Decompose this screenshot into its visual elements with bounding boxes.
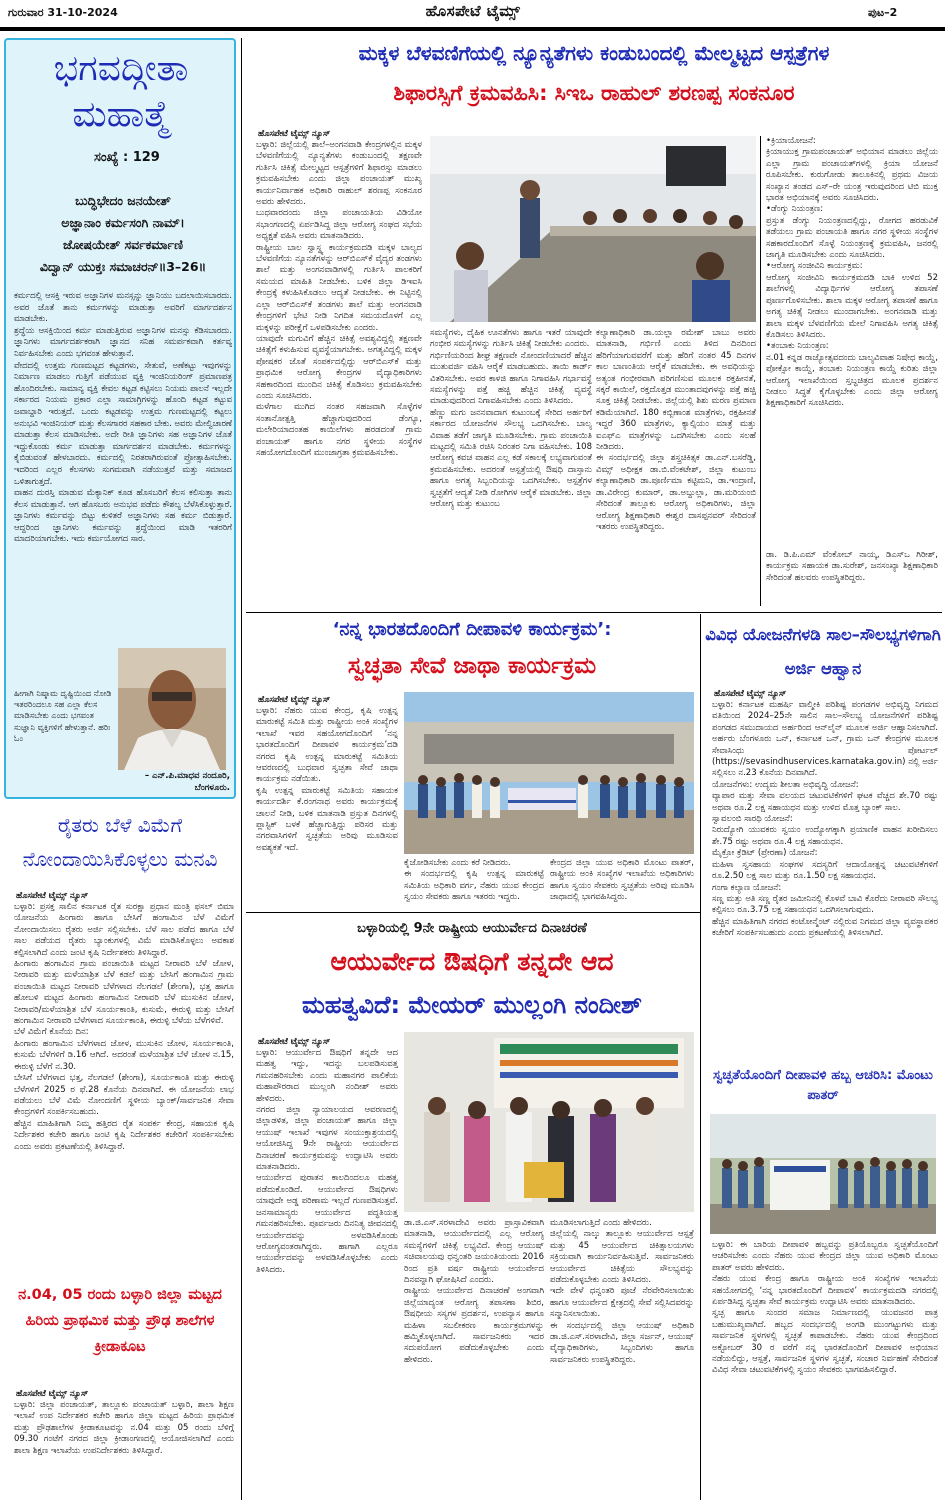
loans-headline: ವಿವಿಧ ಯೋಜನೆಗಳಡಿ ಸಾಲ–ಸೌಲಭ್ಯಗಳಿಗಾಗಿ ಅರ್ಜಿ ಆಹ್ವಾನ [705, 625, 941, 678]
mid-rule [246, 612, 942, 613]
diwali-body-column-2: ಕೈಜೋಡಿಸಬೇಕು ಎಂದು ಕರೆ ನೀಡಿದರು. ಈ ಸಂದರ್ಭದಲ್ಲಿ ಕೃಷಿ ಉತ್ಪನ್ನ ಮಾರುಕಟ್ಟೆ ಸಮಿತಿಯ ಅಧಿಕಾರಿ ವರ್ಗ, ನೆಹರು ಯುವ ಕೇಂದ್ರದ ಸ್ವಯಂ ಸೇವಕರು ಹಾಗೂ ಇತರರು ಇದ್ದರು. [404, 858, 544, 903]
gita-title: ಭಗವದ್ಗೀತಾ ಮಹಾತ್ಮೆ [53, 48, 189, 135]
lead-sidebar-end: ಡಾ. ಡಿ.ಪಿ.ಎಮ್ ವೆಂಕೋಬ್ ನಾಯ್ಕ, ಡಿಎಸ್ಒ ಗಿರೀಶ್, ಕಾರ್ಯಕ್ರಮ ಸಹಾಯಕ ಡಾ.ಸುರೇಶ್, ಜನಸಂಖ್ಯಾ ಶಿಕ್ಷಣಾಧಿಕಾರಿ ಸೇರಿದಂತೆ ಹಲವರು ಉಪಸ್ಥಿತರಿದ್ದರು. [766, 550, 938, 583]
ayurveda-body-column-1: ಬಳ್ಳಾರಿ: ಆಯುರ್ವೇದ ಔಷಧಿಗೆ ತನ್ನದೇ ಆದ ಮಹತ್ವ ಇದ್ದು, ಇದನ್ನು ಬಲಪಡಿಸುವತ್ತ ಗಮನಹರಿಸಬೇಕು ಎಂದು ಮಹಾನಗರ ಪಾಲಿಕೆಯ ಮಹಾಪೌರರಾದ ಮುಲ್ಲಂಗಿ ನಂದೀಶ್ ಅವರು ಹೇಳಿದರು. ನಗರದ ಜಿಲ್ಲಾ ನ್ಯಾಯಾಲಯದ ಆವರಣದಲ್ಲಿ ಜಿಲ್ಲಾಡಳಿತ, ಜಿಲ್ಲಾ ಪಂಚಾಯತ್ ಹಾಗೂ ಜಿಲ್ಲಾ ಆಯುಷ್ ಇಲಾಖೆ ಇವುಗಳ ಸಂಯುಕ್ತಾಶ್ರಯದಲ್ಲಿ ಆಯೋಜಿಸಿದ್ದ 9ನೇ ರಾಷ್ಟ್ರೀಯ ಆಯುರ್ವೇದ ದಿನಾಚರಣೆ ಕಾರ್ಯಕ್ರಮವನ್ನು ಉದ್ಘಾಟಿಸಿ ಅವರು ಮಾತನಾಡಿದರು. ಆಯುರ್ವೇದ ಪುರಾತನ ಕಾಲದಿಂದಲೂ ಮಹತ್ವ ಪಡೆದುಕೊಂಡಿದೆ. ಆಯುರ್ವೇದ ಔಷಧಿಗಳು ಯಾವುದೇ ಅಡ್ಡ ಪರಿಣಾಮ ಇಲ್ಲದೆ ಗುಣಪಡಿಸುತ್ತವೆ. ಜನಸಾಮಾನ್ಯರು ಆಯುರ್ವೇದ ಪದ್ಧತಿಯತ್ತ ಗಮನಹರಿಸಬೇಕು. ಪೂರ್ವಜರು ದಿನನಿತ್ಯ ಜೀವನದಲ್ಲಿ ಆಯುರ್ವೇದವನ್ನು ಅಳವಡಿಸಿಕೊಂಡು ಆರೋಗ್ಯವಂತರಾಗಿದ್ದರು. ಹಾಗಾಗಿ ಎಲ್ಲರೂ ಆಯುರ್ವೇದವನ್ನು ಅಳವಡಿಸಿಕೊಳ್ಳಬೇಕು ಎಂದು ತಿಳಿಸಿದರು. [256, 1048, 398, 1275]
diwali-headline-2: ಸ್ವಚ್ಛತಾ ಸೇವೆ ಜಾಥಾ ಕಾರ್ಯಕ್ರಮ [347, 653, 597, 679]
page-header [0, 0, 945, 24]
ayurveda-headline-1: ಆಯುರ್ವೇದ ಔಷಧಿಗೆ ತನ್ನದೇ ಆದ [330, 947, 614, 976]
sports-body: ಬಳ್ಳಾರಿ: ಜಿಲ್ಲಾ ಪಂಚಾಯತ್, ತಾಲ್ಲೂಕು ಪಂಚಾಯತ್ ಬಳ್ಳಾರಿ, ಶಾಲಾ ಶಿಕ್ಷಣ ಇಲಾಖೆ ಉಪ ನಿರ್ದೇಶಕರ ಕಚೇರಿ ಹಾಗೂ ಜಿಲ್ಲಾ ಮಟ್ಟದ ಹಿರಿಯ ಪ್ರಾಥಮಿಕ ಮತ್ತು ಪ್ರೌಢಶಾಲೆಗಳ ಕ್ರೀಡಾಕೂಟವನ್ನು ನ.04 ಮತ್ತು 05 ರಂದು ಬೆಳಿಗ್ಗೆ 09.30 ಗಂಟೆಗೆ ನಗರದ ಜಿಲ್ಲಾ ಕ್ರೀಡಾಂಗಣದಲ್ಲಿ ಆಯೋಜಿಸಲಾಗಿದೆ ಎಂದು ಶಾಲಾ ಶಿಕ್ಷಣ ಇಲಾಖೆಯ ಉಪನಿರ್ದೇಶಕರು ತಿಳಿಸಿದ್ದಾರೆ. [14, 1400, 234, 1456]
loans-article [704, 614, 942, 1062]
ayurveda-dateline: ಹೊಸಪೇಟೆ ಟೈಮ್ಸ್ ನ್ಯೂಸ್ [258, 1036, 331, 1046]
gita-body: ಕರ್ಮದಲ್ಲಿ ಆಸಕ್ತಿ ಇರುವ ಅಜ್ಞಾನಿಗಳ ಮನಸ್ಸನ್ನು ಜ್ಞಾನಿಯು ಬದಲಾಯಿಸಬಾರದು. ಅವರ ಜೊತೆ ತಾನು ಕರ್ಮಗಳನ್ನು ಮಾಡುತ್ತಾ ಅವರಿಗೆ ಮಾರ್ಗದರ್ಶನ ಮಾಡಬೇಕು. ಶ್ರದ್ಧೆಯ ಆಸಕ್ತಿಯಿಂದ ಕರ್ಮ ಮಾಡುತ್ತಿರುವ ಅಜ್ಞಾನಿಗಳ ಮನಸ್ಸು ಕೆಡಿಸಬಾರದು. ಜ್ಞಾನಿಗಳು ಮಾರ್ಗದರ್ಶಕರಾಗಿ ಜ್ಞಾನದ ಸನಿಹ ಸಮರ್ಪಕವಾಗಿ ಕರ್ತವ್ಯ ನಿರ್ವಹಿಸಬೇಕು ಎಂದು ಭಗವಂತ ಹೇಳುತ್ತಾನೆ. ವೇದದಲ್ಲಿ ಉತ್ತಮ ಗುಣಮಟ್ಟದ ಕಟ್ಟಡಗಳು, ಸೇತುವೆ, ಅಣೆಕಟ್ಟು ಇವುಗಳನ್ನು ನಿರ್ಮಾಣ ಮಾಡಲು ಗುತ್ತಿಗೆ ಪಡೆಯುವ ವ್ಯಕ್ತಿ ಇಂಜಿನಿಯರಿಂಗ್ ಪ್ರಮಾಣಪತ್ರ ಹೊಂದಿರಬೇಕು. ಸಾಮಾನ್ಯ ವ್ಯಕ್ತಿ ಕೇವಲ ಕಟ್ಟಡ ಕಟ್ಟಿಸಲು ನಿಯಮ ಪಾಲನೆ ಇಲ್ಲದೇ ಸರ್ಕಾರದ ನಿಯಮ ಪ್ರಕಾರ ಎಲ್ಲಾ ಸಾಮಾಗ್ರಿಗಳನ್ನು ಹೊಂದಿ ಕಟ್ಟಡ ಕಟ್ಟುವ ಜವಾಬ್ದಾರಿ ಇರುತ್ತದೆ. ಒಂದು ಕಟ್ಟಡವನ್ನು ಉತ್ತಮ ಗುಣಮಟ್ಟದಲ್ಲಿ ಕಟ್ಟಲು ಅನುಭವಿ ಇಂಜಿನಿಯರ್ ಮತ್ತು ಕೆಲಸಗಾರರ ಸಹಕಾರ ಬೇಕು. ಅವರು ಮೇಲ್ವಿಚಾರಣೆ ಮಾಡುತ್ತಾ ಕೆಲಸ ಮಾಡಿಸಬೇಕು. ಅದೇ ರೀತಿ ಜ್ಞಾನಿಗಳು ಸಹ ಅಜ್ಞಾನಿಗಳ ಜೊತೆ ಇದ್ದುಕೊಂಡು ಕರ್ಮ ಮಾಡುತ್ತಾ ಮಾರ್ಗದರ್ಶನ ಮಾಡಬೇಕು. ಕರ್ಮಗಳನ್ನು ಕೈಬಿಡುವಂತೆ ಹೇಳಬಾರದು. ಕರ್ಮದಲ್ಲಿ ನಿರತರಾಗಿರುವಂತೆ ಪ್ರೋತ್ಸಾಹಿಸಬೇಕು. ಇದರಿಂದ ಎಲ್ಲರ ಕೆಲಸಗಳು ಸುಗಮವಾಗಿ ನಡೆಯುತ್ತವೆ ಮತ್ತು ಸಮಾಜದ ಒಳಿತಾಗುತ್ತದೆ. ವಾಹನ ದುರಸ್ತಿ ಮಾಡುವ ಮೆಕ್ಯಾನಿಕ್ ಕೂಡ ಹೊಸಬರಿಗೆ ಕೆಲಸ ಕಲಿಸುತ್ತಾ ತಾನು ಕೆಲಸ ಮಾಡುತ್ತಾನೆ. ಆಗ ಹೊಸಬರು ಅನುಭವ ಪಡೆದು ಕೌಶಲ್ಯ ಬೆಳೆಸಿಕೊಳ್ಳುತ್ತಾರೆ. ಜ್ಞಾನಿಗಳು ಕರ್ಮವನ್ನು ಬಿಟ್ಟು ಕುಳಿತರೆ ಅಜ್ಞಾನಿಗಳು ಸಹ ಕರ್ಮ ಬಿಡುತ್ತಾರೆ. ಆದ್ದರಿಂದ ಜ್ಞಾನಿಗಳು ಕರ್ಮವನ್ನು ಶ್ರದ್ಧೆಯಿಂದ ಮಾಡಿ ಇತರರಿಗೆ ಮಾದರಿಯಾಗಬೇಕು. ಇದು ಕರ್ಮಯೋಗದ ಸಾರ. [14, 290, 232, 544]
ayurveda-body-column-2: ಡಾ.ಜಿ.ಎಸ್.ಸರಳಾದೇವಿ ಅವರು ಪ್ರಾಸ್ತಾವಿಕವಾಗಿ ಮಾತನಾಡಿ, ಆಯುರ್ವೇದದಲ್ಲಿ ಎಲ್ಲ ಆರೋಗ್ಯ ಸಮಸ್ಯೆಗಳಿಗೆ ಚಿಕಿತ್ಸೆ ಲಭ್ಯವಿದೆ. ಕೇಂದ್ರ ಆಯುಷ್ ಸಚಿವಾಲಯವು ಧನ್ವಂತರಿ ಜಯಂತಿಯಂದು 2016 ರಿಂದ ಪ್ರತಿ ವರ್ಷ ರಾಷ್ಟ್ರೀಯ ಆಯುರ್ವೇದ ದಿನವನ್ನಾಗಿ ಘೋಷಿಸಿದೆ ಎಂದರು. ರಾಷ್ಟ್ರೀಯ ಆಯುರ್ವೇದ ದಿನಾಚರಣೆ ಅಂಗವಾಗಿ ಜಿಲ್ಲೆಯಾದ್ಯಂತ ಆರೋಗ್ಯ ತಪಾಸಣಾ ಶಿಬಿರ, ಔಷಧೀಯ ಸಸ್ಯಗಳ ಪ್ರದರ್ಶನ, ಉಪನ್ಯಾಸ ಹಾಗೂ ಮಹಿಳಾ ಸಬಲೀಕರಣ ಕಾರ್ಯಕ್ರಮಗಳನ್ನು ಹಮ್ಮಿಕೊಳ್ಳಲಾಗಿದೆ. ಸಾರ್ವಜನಿಕರು ಇದರ ಸದುಪಯೋಗ ಪಡೆದುಕೊಳ್ಳಬೇಕು ಎಂದು ಹೇಳಿದರು. [404, 1218, 544, 1365]
lead-photo-meeting [430, 136, 756, 322]
loans-body: ಬಳ್ಳಾರಿ: ಕರ್ನಾಟಕ ಮಹರ್ಷಿ ವಾಲ್ಮೀಕಿ ಪರಿಶಿಷ್ಟ ಪಂಗಡಗಳ ಅಭಿವೃದ್ಧಿ ನಿಗಮದ ವತಿಯಿಂದ 2024–25ನೇ ಸಾಲಿನ ಸಾಲ–ಸೌಲಭ್ಯ ಯೋಜನೆಗಳಿಗೆ ಪರಿಶಿಷ್ಟ ಪಂಗಡದ ಸಮುದಾಯದ ಅರ್ಹರಿಂದ ಆನ್‌ಲೈನ್ ಮೂಲಕ ಅರ್ಜಿ ಆಹ್ವಾನಿಸಲಾಗಿದೆ. ಅರ್ಹರು ಬೆಂಗಳೂರು ಒನ್, ಕರ್ನಾಟಕ ಒನ್, ಗ್ರಾಮ ಒನ್ ಕೇಂದ್ರಗಳ ಮೂಲಕ ಸೇವಾಸಿಂಧು ಪೋರ್ಟಲ್ (https://sevasindhuservices.karnataka.gov.in) ನಲ್ಲಿ ಅರ್ಜಿ ಸಲ್ಲಿಸಲು ನ.23 ಕೊನೆಯ ದಿನವಾಗಿದೆ. ಯೋಜನೆಗಳು: ಉದ್ಯಮ ಶೀಲತಾ ಅಭಿವೃದ್ಧಿ ಯೋಜನೆ: ವ್ಯಾಪಾರ ಮತ್ತು ಸೇವಾ ವಲಯದ ಚಟುವಟಿಕೆಗಳಿಗೆ ಘಟಕ ವೆಚ್ಚದ ಶೇ.70 ರಷ್ಟು ಅಥವಾ ರೂ.2 ಲಕ್ಷ ಸಹಾಯಧನ ಮತ್ತು ಉಳಿದ ಮೊತ್ತ ಬ್ಯಾಂಕ್ ಸಾಲ. ಸ್ವಾವಲಂಬಿ ಸಾರಥಿ ಯೋಜನೆ: ನಿರುದ್ಯೋಗಿ ಯುವಕರು ಸ್ವಯಂ ಉದ್ಯೋಗಕ್ಕಾಗಿ ಪ್ರಯಾಣಿಕ ವಾಹನ ಖರೀದಿಸಲು ಶೇ.75 ರಷ್ಟು ಅಥವಾ ರೂ.4 ಲಕ್ಷ ಸಹಾಯಧನ. ಮೈಕ್ರೋ ಕ್ರೆಡಿಟ್ (ಪ್ರೇರಣಾ) ಯೋಜನೆ: ಮಹಿಳಾ ಸ್ವಸಹಾಯ ಸಂಘಗಳ ಸದಸ್ಯರಿಗೆ ಆದಾಯೋತ್ಪನ್ನ ಚಟುವಟಿಕೆಗಳಿಗೆ ರೂ.2.50 ಲಕ್ಷ ಸಾಲ ಮತ್ತು ರೂ.1.50 ಲಕ್ಷ ಸಹಾಯಧನ. ಗಂಗಾ ಕಲ್ಯಾಣ ಯೋಜನೆ: ಸಣ್ಣ ಮತ್ತು ಅತಿ ಸಣ್ಣ ರೈತರ ಜಮೀನಿನಲ್ಲಿ ಕೊಳವೆ ಬಾವಿ ಕೊರೆದು ನೀರಾವರಿ ಸೌಲಭ್ಯ ಕಲ್ಪಿಸಲು ರೂ.3.75 ಲಕ್ಷ ಸಹಾಯಧನ ಒದಗಿಸಲಾಗುವುದು. ಹೆಚ್ಚಿನ ಮಾಹಿತಿಗಾಗಿ ನಗರದ ಕಂಟೋನ್ಮೆಂಟ್ ನಲ್ಲಿರುವ ನಿಗಮದ ಜಿಲ್ಲಾ ವ್ಯವಸ್ಥಾಪಕರ ಕಚೇರಿಗೆ ಸಂಪರ್ಕಿಸಬಹುದು ಎಂದು ಪ್ರಕಟಣೆಯಲ್ಲಿ ತಿಳಿಸಲಾಗಿದೆ. [712, 700, 938, 939]
farmers-dateline: ಹೊಸಪೇಟೆ ಟೈಮ್ಸ್ ನ್ಯೂಸ್ [16, 890, 89, 900]
diwali-article [246, 614, 698, 910]
lead-dateline: ಹೊಸಪೇಟೆ ಟೈಮ್ಸ್ ನ್ಯೂಸ್ [258, 128, 331, 138]
sports-article [4, 1280, 236, 1500]
page-number: ಪುಟ–2 [868, 6, 898, 19]
lead-side-rule [760, 136, 761, 606]
diwali-body-column-1: ಬಳ್ಳಾರಿ: ನೆಹರು ಯುವ ಕೇಂದ್ರ, ಕೃಷಿ ಉತ್ಪನ್ನ ಮಾರುಕಟ್ಟೆ ಸಮಿತಿ ಮತ್ತು ರಾಷ್ಟ್ರೀಯ ಅಂಕಿ ಸಂಖ್ಯೆಗಳ ಇಲಾಖೆ ಇವರ ಸಹಯೋಗದೊಂದಿಗೆ ‘ನನ್ನ ಭಾರತದೊಂದಿಗೆ ದೀಪಾವಳಿ ಕಾರ್ಯಕ್ರಮ’ದಡಿ ನಗರದ ಕೃಷಿ ಉತ್ಪನ್ನ ಮಾರುಕಟ್ಟೆ ಸಮಿತಿಯ ಆವರಣದಲ್ಲಿ ಬುಧವಾರ ಸ್ವಚ್ಛತಾ ಸೇವೆ ಜಾಥಾ ಕಾರ್ಯಕ್ರಮ ನಡೆಯಿತು. ಕೃಷಿ ಉತ್ಪನ್ನ ಮಾರುಕಟ್ಟೆ ಸಮಿತಿಯ ಸಹಾಯಕ ಕಾರ್ಯದರ್ಶಿ ಕೆ.ರಂಗನಾಥ ಅವರು ಕಾರ್ಯಕ್ರಮಕ್ಕೆ ಚಾಲನೆ ನೀಡಿ, ಬಳಿಕ ಮಾತನಾಡಿ ಪ್ರಸ್ತುತ ದಿನಗಳಲ್ಲಿ ಪ್ಲಾಸ್ಟಿಕ್ ಬಳಕೆ ಹೆಚ್ಚಾಗುತ್ತಿದ್ದು ಪರಿಸರ ಮತ್ತು ನಗರವಾಸಿಗಳಿಗೆ ಸ್ವಚ್ಛತೆಯ ಅರಿವು ಮೂಡಿಸುವ ಅವಶ್ಯಕತೆ ಇದೆ. [256, 706, 398, 853]
clean-photo-group [710, 1114, 936, 1234]
lead-body-column-3: ಕಲ್ಯಾಣಾಧಿಕಾರಿ ಡಾ.ಯಲ್ಲಾ ರಮೇಶ್ ಬಾಬು ಅವರು ಮಾತನಾಡಿ, ಗರ್ಭಿಣಿ ಎಂದು ತಿಳಿದ ದಿನದಿಂದ ಹೆರಿಗೆಯಾಗುವವರೆಗೆ ಮತ್ತು ಹೆರಿಗೆ ನಂತರ 45 ದಿನಗಳ ಕಾಲ ಬಾಣಂತಿಯ ಆರೈಕೆ ಮಾಡಬೇಕು. ಈ ಅವಧಿಯನ್ನು ಅತ್ಯಂತ ಗಂಭೀರವಾಗಿ ಪರಿಗಣಿಸುವ ಮೂಲಕ ರಕ್ತಹೀನತೆ, ಸಕ್ಕರೆ ಕಾಯಿಲೆ, ರಕ್ತದೊತ್ತಡ ಮುಂತಾದವುಗಳನ್ನು ಪತ್ತೆ ಹಚ್ಚಿ ಸೂಕ್ತ ಚಿಕಿತ್ಸೆ ನೀಡಬೇಕು. ಜಿಲ್ಲೆಯಲ್ಲಿ ಶಿಶು ಮರಣ ಪ್ರಮಾಣ ಕಡಿಮೆಯಾಗಿದೆ. 180 ಕಬ್ಬಿಣಾಂಶ ಮಾತ್ರೆಗಳು, ರಕ್ತಹೀನತೆ ಇದ್ದರೆ 360 ಮಾತ್ರೆಗಳು, ಕ್ಯಾಲ್ಸಿಯಂ ಮಾತ್ರೆ ಮತ್ತು ಐಎಫ್ಎ ಮಾತ್ರೆಗಳನ್ನು ಒದಗಿಸಬೇಕು ಎಂದು ಸಲಹೆ ನೀಡಿದರು. ಈ ಸಂದರ್ಭದಲ್ಲಿ ಜಿಲ್ಲಾ ಶಸ್ತ್ರಚಿಕಿತ್ಸಕ ಡಾ.ಎನ್.ಬಸರೆಡ್ಡಿ, ವಿಮ್ಸ್ ಅಧೀಕ್ಷಕ ಡಾ.ಬಿ.ವೆಂಕಟೇಶ್, ಜಿಲ್ಲಾ ಕುಟುಂಬ ಕಲ್ಯಾಣಾಧಿಕಾರಿ ಡಾ.ಪೂರ್ಣಿಮಾ ಕಟ್ಟಿಮನಿ, ಡಾ.ಇಂದ್ರಾಣಿ, ಡಾ.ವಿರೇಂದ್ರ ಕುಮಾರ್, ಡಾ.ಅಬ್ದುಲ್ಲಾ, ಡಾ.ಮರಿಯಂಬಿ ಸೇರಿದಂತೆ ತಾಲ್ಲೂಕು ಆರೋಗ್ಯ ಅಧಿಕಾರಿಗಳು, ಜಿಲ್ಲಾ ಆರೋಗ್ಯ ಶಿಕ್ಷಣಾಧಿಕಾರಿ ಈಶ್ವರ ದಾಸಪ್ಪನವರ್ ಸೇರಿದಂತೆ ಇತರರು ಉಪಸ್ಥಿತರಿದ್ದರು. [596, 328, 756, 532]
farmers-body: ಬಳ್ಳಾರಿ: ಪ್ರಸಕ್ತ ಸಾಲಿನ ಕರ್ನಾಟಕ ರೈತ ಸುರಕ್ಷಾ ಪ್ರಧಾನ ಮಂತ್ರಿ ಫಸಲ್ ಬಿಮಾ ಯೋಜನೆಯ ಹಿಂಗಾರು ಹಾಗೂ ಬೇಸಿಗೆ ಹಂಗಾಮಿನ ಬೆಳೆ ವಿಮೆಗೆ ನೋಂದಾಯಿಸಲು ರೈತರು ಅರ್ಜಿ ಸಲ್ಲಿಸಬೇಕು. ಬೆಳೆ ಸಾಲ ಪಡೆದ ಹಾಗೂ ಬೆಳೆ ಸಾಲ ಪಡೆಯದ ರೈತರು ಬ್ಯಾಂಕುಗಳಲ್ಲಿ ವಿಮೆ ಮಾಡಿಸಿಕೊಳ್ಳಲು ಅವಕಾಶ ಕಲ್ಪಿಸಲಾಗಿದೆ ಎಂದು ಜಂಟಿ ಕೃಷಿ ನಿರ್ದೇಶಕರು ತಿಳಿಸಿದ್ದಾರೆ. ಹಿಂಗಾರು ಹಂಗಾಮಿನ ಗ್ರಾಮ ಪಂಚಾಯಿತಿ ಮಟ್ಟದ ನೀರಾವರಿ ಬೆಳೆ ಜೋಳ, ನೀರಾವರಿ ಮತ್ತು ಮಳೆಯಾಶ್ರಿತ ಬೆಳೆ ಕಡಲೆ ಮತ್ತು ಬೇಸಿಗೆ ಹಂಗಾಮಿನ ಗ್ರಾಮ ಪಂಚಾಯಿತಿ ಮಟ್ಟದ ನೀರಾವರಿ ಬೆಳೆಗಳಾದ ನೆಲಗಡಲೆ (ಶೇಂಗಾ), ಭತ್ತ ಹಾಗೂ ಹೋಬಳಿ ಮಟ್ಟದ ಹಿಂಗಾರು ಹಂಗಾಮಿನ ನೀರಾವರಿ ಬೆಳೆ ಮುಸುಕಿನ ಜೋಳ, ನೀರಾವರಿ/ಮಳೆಯಾಶ್ರಿತ ಬೆಳೆ ಸೂರ್ಯಕಾಂತಿ, ಕುಸುಮೆ, ಈರುಳ್ಳಿ ಮತ್ತು ಬೇಸಿಗೆ ಹಂಗಾಮಿನ ನೀರಾವರಿ ಬೆಳೆಗಳಾದ ಸೂರ್ಯಕಾಂತಿ, ಈರುಳ್ಳಿ ಬೆಳೆಯ ಬೆಳೆಗಳಿವೆ. ಬೆಳೆ ವಿಮೆಗೆ ಕೊನೆಯ ದಿನ: ಹಿಂಗಾರು ಹಂಗಾಮಿನ ಬೆಳೆಗಳಾದ ಜೋಳ, ಮುಸುಕಿನ ಜೋಳ, ಸೂರ್ಯಕಾಂತಿ, ಕುಸುಮೆ ಬೆಳೆಗಳಿಗೆ ಡಿ.16 ಆಗಿದೆ. ಅದರಂತೆ ಮಳೆಯಾಶ್ರಿತ ಬೆಳೆ ಜೋಳ ನ.15, ಈರುಳ್ಳಿ ಬೆಳೆಗೆ ನ.30. ಬೇಸಿಗೆ ಬೆಳೆಗಳಾದ ಭತ್ತ, ನೆಲಗಡಲೆ (ಶೇಂಗಾ), ಸೂರ್ಯಕಾಂತಿ ಮತ್ತು ಈರುಳ್ಳಿ ಬೆಳೆಗಳಿಗೆ 2025 ರ ಫೆ.28 ಕೊನೆಯ ದಿನವಾಗಿದೆ. ಈ ಯೋಜನೆಯ ಲಾಭ ಪಡೆಯಲು ಬೆಳೆ ವಿಮೆ ನೋಂದಣಿಗೆ ಸ್ಥಳೀಯ ಬ್ಯಾಂಕ್/ಸಾರ್ವಜನಿಕ ಸೇವಾ ಕೇಂದ್ರಗಳಿಗೆ ಸಂಪರ್ಕಿಸಬಹುದು. ಹೆಚ್ಚಿನ ಮಾಹಿತಿಗಾಗಿ ನಿಮ್ಮ ಹತ್ತಿರದ ರೈತ ಸಂಪರ್ಕ ಕೇಂದ್ರ, ಸಹಾಯಕ ಕೃಷಿ ನಿರ್ದೇಶಕರ ಕಚೇರಿ ಹಾಗೂ ಜಂಟಿ ಕೃಷಿ ನಿರ್ದೇಶಕರ ಕಚೇರಿಗೆ ಸಂಪರ್ಕಿಸಬೇಕು ಎಂದು ಅವರು ಪ್ರಕಟಣೆಯಲ್ಲಿ ತಿಳಿಸಿದ್ದಾರೆ. [14, 902, 234, 1152]
farmers-headline: ರೈತರು ಬೆಳೆ ವಿಮೆಗೆ ನೋಂದಾಯಿಸಿಕೊಳ್ಳಲು ಮನವಿ [22, 813, 218, 871]
lead-headline: ಮಕ್ಕಳ ಬೆಳವಣಿಗೆಯಲ್ಲಿ ನ್ಯೂನ್ಯತೆಗಳು ಕಂಡುಬಂದಲ್ಲಿ ಮೇಲ್ಮಟ್ಟದ ಆಸ್ಪತ್ರೆಗಳ [358, 41, 830, 65]
diwali-photo-rally [404, 692, 694, 854]
gita-shloka: ಬುದ್ಧಿಭೇದಂ ಜನಯೇತ್ ಅಜ್ಞಾನಾಂ ಕರ್ಮಸಂಗಿ ನಾಮ್। ಜೋಷಯೇತ್ ಸರ್ವಕರ್ಮಾಣಿ ವಿದ್ವಾನ್ ಯುಕ್ತಃ ಸಮಾಚರನ್॥3–26॥ [39, 193, 207, 274]
loans-dateline: ಹೊಸಪೇಟೆ ಟೈಮ್ಸ್ ನ್ಯೂಸ್ [714, 688, 787, 698]
clean-body: ಬಳ್ಳಾರಿ: ಈ ಬಾರಿಯ ದೀಪಾವಳಿ ಹಬ್ಬವನ್ನು ಪ್ರತಿಯೊಬ್ಬರೂ ಸ್ವಚ್ಛತೆಯೊಂದಿಗೆ ಆಚರಿಸಬೇಕು ಎಂದು ನೆಹರು ಯುವ ಕೇಂದ್ರದ ಜಿಲ್ಲಾ ಯುವ ಅಧಿಕಾರಿ ಮೊಂಟು ಪಾತರ್ ಅವರು ಹೇಳಿದರು. ನೆಹರು ಯುವ ಕೇಂದ್ರ ಹಾಗೂ ರಾಷ್ಟ್ರೀಯ ಅಂಕಿ ಸಂಖ್ಯೆಗಳ ಇಲಾಖೆಯ ಸಹಯೋಗದಲ್ಲಿ ‘ನನ್ನ ಭಾರತದೊಂದಿಗೆ ದೀಪಾವಳಿ’ ಕಾರ್ಯಕ್ರಮದಡಿ ನಗರದಲ್ಲಿ ಏರ್ಪಡಿಸಿದ್ದ ಸ್ವಚ್ಛತಾ ಸೇವೆ ಕಾರ್ಯಕ್ರಮ ಉದ್ಘಾಟಿಸಿ ಅವರು ಮಾತನಾಡಿದರು. ಸ್ವಚ್ಛ ಹಾಗೂ ಸುಂದರ ಸಮಾಜ ನಿರ್ಮಾಣದಲ್ಲಿ ಯುವಜನರ ಪಾತ್ರ ಬಹುಮುಖ್ಯವಾಗಿದೆ. ಹಬ್ಬದ ಸಂದರ್ಭದಲ್ಲಿ ಅಂಗಡಿ ಮುಂಗಟ್ಟುಗಳು ಮತ್ತು ಸಾರ್ವಜನಿಕ ಸ್ಥಳಗಳಲ್ಲಿ ಸ್ವಚ್ಛತೆ ಕಾಪಾಡಬೇಕು. ನೆಹರು ಯುವ ಕೇಂದ್ರದಿಂದ ಅಕ್ಟೋಬರ್ 30 ರ ವರೆಗೆ ನನ್ನ ಭಾರತದೊಂದಿಗೆ ದೀಪಾವಳಿ ಅಭಿಯಾನ ನಡೆಯಲಿದ್ದು, ಆಸ್ಪತ್ರೆ, ಸಾರ್ವಜನಿಕ ಸ್ಥಳಗಳ ಸ್ವಚ್ಛತೆ, ಸಂಚಾರ ನಿರ್ವಹಣೆ ಸೇರಿದಂತೆ ವಿವಿಧ ಸೇವಾ ಚಟುವಟಿಕೆಗಳಲ್ಲಿ ಸ್ವಯಂ ಸೇವಕರು ಭಾಗವಹಿಸಲಿದ್ದಾರೆ. [712, 1240, 938, 1376]
gita-author: – ಎನ್.ಪಿ.ಮಾಧವ ನಂದೂರಿ, ಬೆಂಗಳೂರು. [144, 771, 230, 793]
lead-subheadline: ಶಿಫಾರಸ್ಸಿಗೆ ಕ್ರಮವಹಿಸಿ: ಸಿಇಒ ರಾಹುಲ್ ಶರಣಪ್ಪ ಸಂಕನೂರ [393, 81, 795, 105]
lower-rule [246, 912, 700, 913]
lead-article [246, 36, 942, 610]
diwali-body-column-3: ಕೇಂದ್ರದ ಜಿಲ್ಲಾ ಯುವ ಅಧಿಕಾರಿ ಮೊಂಟು ಪಾತರ್, ರಾಷ್ಟ್ರೀಯ ಅಂಕಿ ಸಂಖ್ಯೆಗಳ ಇಲಾಖೆಯ ಅಧಿಕಾರಿಗಳು ಹಾಗೂ ಸ್ವಯಂ ಸೇವಕರು ಸ್ವಚ್ಛತೆಯ ಅರಿವು ಮೂಡಿಸಿ ಜಾಥಾದಲ್ಲಿ ಭಾಗವಹಿಸಿದ್ದರು. [550, 858, 694, 903]
ayurveda-kicker: ಬಳ್ಳಾರಿಯಲ್ಲಿ 9ನೇ ರಾಷ್ಟ್ರೀಯ ಆಯುರ್ವೇದ ದಿನಾಚರಣೆ [357, 921, 587, 936]
ayurveda-article [246, 914, 698, 1500]
ayurveda-photo-ceremony [404, 1032, 694, 1212]
lead-body-column-2: ಸಮಸ್ಯೆಗಳು, ದೈಹಿಕ ಊನತೆಗಳು ಹಾಗೂ ಇತರೆ ಯಾವುದೇ ಗಂಭೀರ ಸಮಸ್ಯೆಗಳನ್ನು ಗುರ್ತಿಸಿ ಚಿಕಿತ್ಸೆ ನೀಡಬೇಕು ಎಂದರು. ಗರ್ಭಿಣಿಯರಿಂದ ಶೀಘ್ರ ತಕ್ಷಣವೇ ನೋಂದಣಿಯಾದರೆ ಹೆಚ್ಚಿನ ಮುತುವರ್ಜಿ ವಹಿಸಿ ಆರೈಕೆ ಮಾಡಬಹುದು. ತಾಯಿ ಕಾರ್ಡ್ ವಿತರಿಸಬೇಕು. ಅವರ ಕಾಳಜಿ ಹಾಗೂ ನಿಗಾವಹಿಸಿ ಗರ್ಭಾವಸ್ಥೆ ಸಮಸ್ಯೆಗಳನ್ನು ಪತ್ತೆ ಹಚ್ಚಿ ಹೆಚ್ಚಿನ ಚಿಕಿತ್ಸೆ ವ್ಯವಸ್ಥೆ ಮಾಡುವುದರಿಂದ ನಿಗಾವಹಿಸಬೇಕು ಎಂದು ತಿಳಿಸಿದರು. ಹೆಣ್ಣು ಮಗು ಜನನವಾದಾಗ ಕುಟುಂಬಕ್ಕೆ ಸೇರಿದ ಅರ್ಹರಿಗೆ ಸರ್ಕಾರದ ಯೋಜನೆಗಳ ಸೌಲಭ್ಯ ಒದಗಿಸಬೇಕು. ಬಾಲ್ಯ ವಿವಾಹ ತಡೆಗೆ ಜಾಗೃತಿ ಮೂಡಿಸಬೇಕು. ಗ್ರಾಮ ಪಂಚಾಯಿತಿ ಮಟ್ಟದಲ್ಲಿ ಸಮಿತಿ ರಚಿಸಿ ನಿರಂತರ ನಿಗಾ ವಹಿಸಬೇಕು. 108 ಆರೋಗ್ಯ ಕವಚ ವಾಹನ ಎಲ್ಲ ಕಡೆ ಸಕಾಲಕ್ಕೆ ಲಭ್ಯವಾಗುವಂತೆ ಕ್ರಮವಹಿಸಬೇಕು. ಅದರಂತೆ ಆಸ್ಪತ್ರೆಯಲ್ಲಿ ಔಷಧಿ ದಾಸ್ತಾನು ಹಾಗೂ ಅಗತ್ಯ ಸಿಬ್ಬಂದಿಯನ್ನು ಒದಗಿಸಬೇಕು. ಆಸ್ಪತ್ರೆಗಳ ಸ್ವಚ್ಛತೆಗೆ ಆದ್ಯತೆ ನೀಡಿ ರೋಗಿಗಳ ಆರೈಕೆ ಮಾಡಬೇಕು. ಜಿಲ್ಲಾ ಆರೋಗ್ಯ ಮತ್ತು ಕುಟುಂಬ [430, 328, 592, 510]
lead-body-column-1: ಬಳ್ಳಾರಿ: ಜಿಲ್ಲೆಯಲ್ಲಿ ಶಾಲೆ–ಅಂಗನವಾಡಿ ಕೇಂದ್ರಗಳಲ್ಲಿನ ಮಕ್ಕಳ ಬೆಳವಣಿಗೆಯಲ್ಲಿ ನ್ಯೂನ್ಯತೆಗಳು ಕಂಡುಬಂದಲ್ಲಿ ತಕ್ಷಣವೇ ಗುರ್ತಿಸಿ ಚಿಕಿತ್ಸೆ ಮೇಲ್ಮಟ್ಟದ ಆಸ್ಪತ್ರೆಗಳಿಗೆ ಶಿಫಾರಸ್ಸು ಮಾಡಲು ಕ್ರಮವಹಿಸಬೇಕು ಎಂದು ಜಿಲ್ಲಾ ಪಂಚಾಯತ್ ಮುಖ್ಯ ಕಾರ್ಯನಿರ್ವಾಹಕ ಅಧಿಕಾರಿ ರಾಹುಲ್ ಶರಣಪ್ಪ ಸಂಕನೂರ ಅವರು ಹೇಳಿದರು. ಬುಧವಾರದಂದು ಜಿಲ್ಲಾ ಪಂಚಾಯತಿಯ ವಿಡಿಯೋ ಸಭಾಂಗಣದಲ್ಲಿ ಏರ್ಪಡಿಸಿದ್ದ ಜಿಲ್ಲಾ ಆರೋಗ್ಯ ಸಂಘದ ಸಭೆಯ ಅಧ್ಯಕ್ಷತೆ ವಹಿಸಿ ಅವರು ಮಾತನಾಡಿದರು. ರಾಷ್ಟ್ರೀಯ ಬಾಲ ಸ್ವಾಸ್ಥ್ಯ ಕಾರ್ಯಕ್ರಮದಡಿ ಮಕ್ಕಳ ಬಾಲ್ಯದ ಬೆಳವಣಿಗೆಯ ನ್ಯೂನತೆಗಳನ್ನು ಆರ್‌ಬಿಎಸ್‌ಕೆ ವೈದ್ಯರ ತಂಡಗಳು ಶಾಲೆ ಮತ್ತು ಅಂಗನವಾಡಿಗಳಲ್ಲಿ ಗುರ್ತಿಸಿ ಪಾಲಕರಿಗೆ ಸಮಯದ ಮಾಹಿತಿ ನೀಡಬೇಕು. ಬಳಿಕ ಜಿಲ್ಲಾ ಡಿಇಐಸಿ ಕೇಂದ್ರಕ್ಕೆ ಕಳುಹಿಸಿಕೊಡಲು ಆದ್ಯತೆ ನೀಡಬೇಕು. ಈ ನಿಟ್ಟಿನಲ್ಲಿ ಎಲ್ಲಾ ಆರ್‌ಬಿಎಸ್‌ಕೆ ತಂಡಗಳು ಶಾಲೆ ಮತ್ತು ಅಂಗನವಾಡಿ ಕೇಂದ್ರಗಳಿಗೆ ಭೇಟಿ ನೀಡಿ ನಿಗದಿತ ಸಮಯದೊಳಗೆ ಎಲ್ಲ ಮಕ್ಕಳನ್ನು ಪರೀಕ್ಷೆಗೆ ಒಳಪಡಿಸಬೇಕು ಎಂದರು. ಯಾವುದೇ ಮಗುವಿಗೆ ಹೆಚ್ಚಿನ ಚಿಕಿತ್ಸೆ ಅವಶ್ಯವಿದ್ದಲ್ಲಿ ತಕ್ಷಣವೇ ಚಿಕಿತ್ಸೆಗೆ ಕಳುಹಿಸುವ ವ್ಯವಸ್ಥೆಯಾಗಬೇಕು. ಅಗತ್ಯವಿದ್ದಲ್ಲಿ ಮಕ್ಕಳ ಪೋಷಕರ ಜೊತೆ ಸಂಪರ್ಕದಲ್ಲಿದ್ದು ಆರ್‌ಬಿಎಸ್‌ಕೆ ಮತ್ತು ಪ್ರಾಥಮಿಕ ಆರೋಗ್ಯ ಕೇಂದ್ರಗಳ ವೈದ್ಯಾಧಿಕಾರಿಗಳು ಸಹಕಾರದಿಂದ ಮುಂದಿನ ಚಿಕಿತ್ಸೆ ಕೊಡಿಸಲು ಕ್ರಮವಹಿಸಬೇಕು ಎಂದು ಸೂಚಿಸಿದರು. ಮಳೆಗಾಲ ಮುಗಿದ ನಂತರ ಸಹಜವಾಗಿ ಸೊಳ್ಳೆಗಳ ಸಂತಾನೋತ್ಪತ್ತಿ ಹೆಚ್ಚಾಗುವುದರಿಂದ ಡೆಂಗ್ಯೂ, ಮಲೇರಿಯಾದಂತಹ ಕಾಯಿಲೆಗಳು ಹರಡದಂತೆ ಗ್ರಾಮ ಪಂಚಾಯತ್ ಹಾಗೂ ನಗರ ಸ್ಥಳೀಯ ಸಂಸ್ಥೆಗಳ ಸಹಯೋಗದೊಂದಿಗೆ ಮುಂಜಾಗ್ರತಾ ಕ್ರಮವಹಿಸಬೇಕು. [256, 140, 422, 458]
header-rule [0, 27, 945, 31]
sports-headline: ನ.04, 05 ರಂದು ಬಳ್ಳಾರಿ ಜಿಲ್ಲಾ ಮಟ್ಟದ ಹಿರಿಯ ಪ್ರಾಥಮಿಕ ಮತ್ತು ಪ್ರೌಢ ಶಾಲೆಗಳ ಕ್ರೀಡಾಕೂಟ [18, 1287, 222, 1355]
right-column-rule [700, 614, 701, 1500]
gita-issue-number: ಸಂಖ್ಯೆ : 129 [94, 150, 160, 165]
gita-side-text: ಹೀಗಾಗಿ ನಿಷ್ಕಾಮ ದೃಷ್ಟಿಯಿಂದ ನೋಡಿ ಇತರರಿಂದಲೂ ಸಹ ಎಲ್ಲಾ ಕೆಲಸ ಮಾಡಿಸಬೇಕು ಎಂದು ಭಗವಂತ ಸುಜ್ಞಾನಿ ವ್ಯಕ್ತಿಗಳಿಗೆ ಹೇಳುತ್ತಾನೆ. ಹರಿಃ ಓಂ [14, 688, 112, 743]
gita-box [4, 38, 236, 799]
clean-headline: ಸ್ವಚ್ಛತೆಯೊಂದಿಗೆ ದೀಪಾವಳಿ ಹಬ್ಬ ಆಚರಿಸಿ: ಮೊಂಟು ಪಾತರ್ [713, 1068, 933, 1103]
author-portrait [118, 648, 226, 770]
diwali-headline-1: ‘ನನ್ನ ಭಾರತದೊಂದಿಗೆ ದೀಪಾವಳಿ ಕಾರ್ಯಕ್ರಮ’: [332, 619, 612, 640]
lead-sidebar: •ಕ್ರಿಯಾಯೋಜನೆ: ಕ್ರಿಯಾಯುಕ್ತ ಗ್ರಾಮಪಂಚಾಯತ್ ಅಭಿಯಾನ ಮಾಡಲು ಜಿಲ್ಲೆಯ ಎಲ್ಲಾ ಗ್ರಾಮ ಪಂಚಾಯತ್‌ಗಳಲ್ಲಿ ಕ್ರಿಯಾ ಯೋಜನೆ ರೂಪಿಸಬೇಕು. ಕುರುಗೋಡು ತಾಲೂಕಿನಲ್ಲಿ ಪ್ರಥಮ ವಿಜಯ ಸಂಖ್ಯಾನ ತಂಡದ ಎಸ್‌–ರೇ ಯಂತ್ರ ಇರುವುದರಿಂದ ಟಿಬಿ ಮುಕ್ತ ಭಾರತ ಅಭಿಯಾನಕ್ಕೆ ಅವರು ಸೂಚಿಸಿದರು. •ಡೆಂಗ್ಯು ನಿಯಂತ್ರಣ: ಪ್ರಸ್ತುತ ಡೆಂಗ್ಯು ನಿಯಂತ್ರಣದಲ್ಲಿದ್ದು, ರೋಗದ ಹರಡುವಿಕೆ ತಡೆಯಲು ಗ್ರಾಮ ಪಂಚಾಯತಿ ಹಾಗೂ ನಗರ ಸ್ಥಳೀಯ ಸಂಸ್ಥೆಗಳ ಸಹಕಾರದೊಂದಿಗೆ ಸೊಳ್ಳೆ ನಿಯಂತ್ರಣಕ್ಕೆ ಕ್ರಮವಹಿಸಿ, ಜನರಲ್ಲಿ ಜಾಗೃತಿ ಮೂಡಿಸಬೇಕು ಎಂದು ಸೂಚಿಸಿದರು. •ಆರೋಗ್ಯ ಸಂಜೀವಿನಿ ಕಾರ್ಯಕ್ರಮ: ಆರೋಗ್ಯ ಸಂಜೀವಿನಿ ಕಾರ್ಯಕ್ರಮದಡಿ ಬಾಕಿ ಉಳಿದ 52 ಶಾಲೆಗಳಲ್ಲಿ ವಿದ್ಯಾರ್ಥಿಗಳ ಆರೋಗ್ಯ ತಪಾಸಣೆ ಪೂರ್ಣಗೊಳಿಸಬೇಕು. ಶಾಲಾ ಮಕ್ಕಳ ಆರೋಗ್ಯ ತಪಾಸಣೆ ಹಾಗೂ ಅಗತ್ಯ ಚಿಕಿತ್ಸೆ ನೀಡಲು ಮುಂದಾಗಬೇಕು. ಅಂಗನವಾಡಿ ಮತ್ತು ಶಾಲಾ ಮಕ್ಕಳ ಬೆಳವಣಿಗೆಯ ಮೇಲೆ ನಿಗಾವಹಿಸಿ ಅಗತ್ಯ ಚಿಕಿತ್ಸೆ ಕೊಡಿಸಲು ತಿಳಿಸಿದರು. •ತಂಬಾಕು ನಿಯಂತ್ರಣ: ನ.01 ಕನ್ನಡ ರಾಜ್ಯೋತ್ಸವದಂದು ಬಾಲ್ಯವಿವಾಹ ನಿಷೇಧ ಕಾಯ್ದೆ, ಪೋಕ್ಸೋ ಕಾಯ್ದೆ, ತಂಬಾಕು ನಿಯಂತ್ರಣ ಕಾಯ್ದೆ ಕುರಿತು ಜಿಲ್ಲಾ ಆರೋಗ್ಯ ಇಲಾಖೆಯಿಂದ ಸ್ತಬ್ಧಚಿತ್ರದ ಮೂಲಕ ಪ್ರದರ್ಶನ ನೀಡಲು ಸಿದ್ಧತೆ ಕೈಗೊಳ್ಳಬೇಕು ಎಂದು ಜಿಲ್ಲಾ ಆರೋಗ್ಯ ಶಿಕ್ಷಣಾಧಿಕಾರಿಗೆ ಸೂಚಿಸಿದರು. [766, 136, 938, 409]
issue-date: ಗುರುವಾರ 31-10-2024 [8, 6, 118, 19]
diwali-dateline: ಹೊಸಪೇಟೆ ಟೈಮ್ಸ್ ನ್ಯೂಸ್ [258, 694, 331, 704]
masthead-logo: ಹೊಸಪೇಟೆ ಟೈಮ್ಸ್ [425, 2, 521, 20]
column-rule [241, 38, 242, 1500]
ayurveda-body-column-3: ಮೂಡಿಸಲಾಗುತ್ತಿದೆ ಎಂದು ಹೇಳಿದರು. ಜಿಲ್ಲೆಯಲ್ಲಿ ನಾಲ್ಕು ತಾಲ್ಲೂಕು ಆಯುರ್ವೇದ ಆಸ್ಪತ್ರೆ ಮತ್ತು 45 ಆಯುರ್ವೇದ ಚಿಕಿತ್ಸಾಲಯಗಳು ಸಕ್ರಿಯವಾಗಿ ಕಾರ್ಯನಿರ್ವಹಿಸುತ್ತಿವೆ. ಸಾರ್ವಜನಿಕರು ಆಯುರ್ವೇದ ಚಿಕಿತ್ಸೆಯ ಸೌಲಭ್ಯವನ್ನು ಪಡೆದುಕೊಳ್ಳಬೇಕು ಎಂದು ತಿಳಿಸಿದರು. ಇದೇ ವೇಳೆ ಧನ್ವಂತರಿ ಪೂಜೆ ನೆರವೇರಿಸಲಾಯಿತು ಹಾಗೂ ಆಯುರ್ವೇದ ಕ್ಷೇತ್ರದಲ್ಲಿ ಸೇವೆ ಸಲ್ಲಿಸಿದವರನ್ನು ಸನ್ಮಾನಿಸಲಾಯಿತು. ಈ ಸಂದರ್ಭದಲ್ಲಿ ಜಿಲ್ಲಾ ಆಯುಷ್ ಅಧಿಕಾರಿ ಡಾ.ಜಿ.ಎಸ್.ಸರಳಾದೇವಿ, ಜಿಲ್ಲಾ ಸರ್ಜನ್, ಆಯುಷ್ ವೈದ್ಯಾಧಿಕಾರಿಗಳು, ಸಿಬ್ಬಂದಿಗಳು ಹಾಗೂ ಸಾರ್ವಜನಿಕರು ಉಪಸ್ಥಿತರಿದ್ದರು. [550, 1218, 694, 1365]
ayurveda-headline-2: ಮಹತ್ವವಿದೆ: ಮೇಯರ್ ಮುಲ್ಲಂಗಿ ನಂದೀಶ್ [302, 991, 642, 1019]
clean-article [704, 1064, 942, 1500]
farmers-article [4, 806, 236, 1276]
sports-dateline: ಹೊಸಪೇಟೆ ಟೈಮ್ಸ್ ನ್ಯೂಸ್ [16, 1388, 89, 1398]
